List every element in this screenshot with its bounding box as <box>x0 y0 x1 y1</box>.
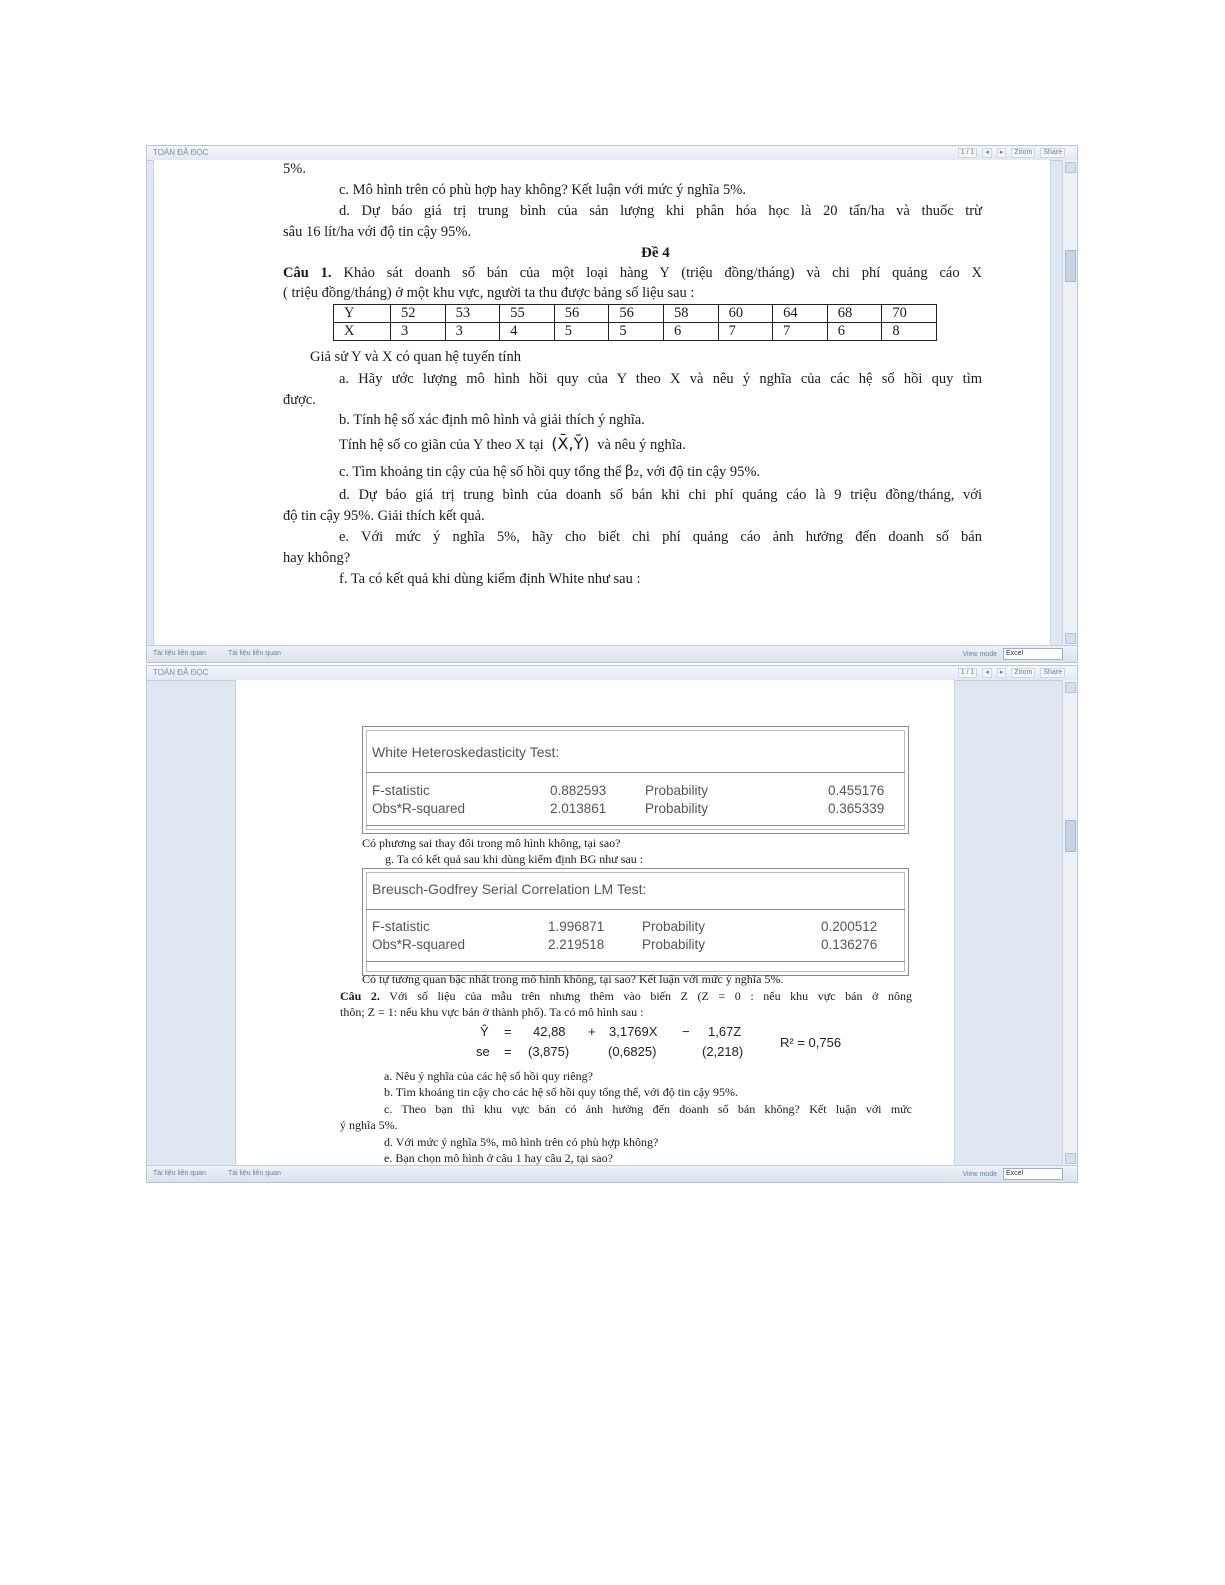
eq-intercept: 42,88 <box>533 1024 566 1039</box>
table-cell: 56 <box>609 305 664 323</box>
table-cell: 56 <box>554 305 609 323</box>
viewer-tools <box>958 148 1065 158</box>
question-2-line2: thôn; Z = 1: nếu khu vực bán ở thành phố). Ta có mô hình sau : <box>340 1005 644 1019</box>
view-mode <box>962 1168 1063 1180</box>
item-d-line2: sâu 16 lít/ha với độ tin cậy 95%. <box>283 224 472 240</box>
table-cell: 4 <box>500 323 555 341</box>
item-a-line2: được. <box>283 392 316 408</box>
table-row-y <box>334 305 937 323</box>
table-cell: 53 <box>445 305 500 323</box>
prob-label: Probability <box>645 801 709 816</box>
scroll-thumb[interactable] <box>1065 250 1076 282</box>
scroll-up-arrow[interactable] <box>1065 162 1076 173</box>
related-docs-next[interactable]: Tài liệu liên quan <box>227 1170 281 1177</box>
scroll-thumb[interactable] <box>1065 820 1076 852</box>
mean-point: (X̄,Ȳ) <box>551 434 590 453</box>
viewer-doc-title: TOÁN ĐÃ ĐỌC <box>153 668 209 677</box>
item-c2-text: c. Tìm khoảng tin cậy của hệ số hồi quy tổng thể <box>339 464 622 480</box>
stat-name: F-statistic <box>372 919 430 934</box>
share-button[interactable]: Share <box>1040 668 1065 678</box>
prob-value: 0.136276 <box>821 937 878 952</box>
r-squared: R² = 0,756 <box>780 1035 842 1050</box>
prev-page-button[interactable]: ◂ <box>982 668 992 678</box>
viewer-doc-title: TOÁN ĐÃ ĐỌC <box>153 148 209 157</box>
item-a: a. Nêu ý nghĩa của các hệ số hồi quy riêng? <box>384 1069 593 1083</box>
related-docs-prev[interactable]: Tài liệu liên quan <box>153 1170 206 1177</box>
next-page-button[interactable]: ▸ <box>997 668 1007 678</box>
viewer-tools <box>958 668 1065 678</box>
stat-name: Obs*R-squared <box>372 937 466 952</box>
viewer-toolbar <box>147 146 1077 161</box>
stat-name: F-statistic <box>372 783 430 798</box>
document-viewer-top <box>146 145 1078 663</box>
viewer-statusbar <box>147 1165 1077 1182</box>
output-separator <box>366 961 905 962</box>
question-2-line1 <box>340 989 912 1004</box>
prob-value: 0.200512 <box>821 919 878 934</box>
view-mode-select[interactable]: Excel <box>1003 648 1063 660</box>
se-coef-z: (2,218) <box>702 1044 744 1059</box>
related-links <box>153 650 281 657</box>
output-separator <box>366 909 905 910</box>
share-button[interactable]: Share <box>1040 148 1065 158</box>
next-page-button[interactable]: ▸ <box>997 148 1007 158</box>
assumption-text: Giả sử Y và X có quan hệ tuyến tính <box>310 349 521 365</box>
item-c-line1: c. Theo bạn thì khu vực bán có ảnh hưởng đến doanh số bán không? Kết luận với mức <box>384 1102 912 1116</box>
question-2-label: Câu 2. <box>340 989 380 1003</box>
eq-equals: = <box>504 1024 512 1039</box>
prob-label: Probability <box>642 919 706 934</box>
related-links <box>153 1170 281 1177</box>
vertical-scrollbar[interactable] <box>1062 160 1077 646</box>
question-autocorrelation: Có tự tương quan bậc nhất trong mô hình không, tại sao? Kết luận với mức ý nghĩa 5%. <box>362 972 784 986</box>
table-cell: Y <box>334 305 391 323</box>
vertical-scrollbar[interactable] <box>1062 680 1077 1166</box>
table-cell: 58 <box>663 305 718 323</box>
item-d2-line1: d. Dự báo giá trị trung bình của doanh số bán khi chi phí quảng cáo là 9 triệu đồng/tháng, với <box>339 487 982 503</box>
section-title-de4: Đề 4 <box>641 245 670 261</box>
item-d-line1: d. Dự báo giá trị trung bình của sản lượng khi phân hóa học là 20 tấn/ha và thuốc trừ <box>339 203 982 219</box>
table-cell: 8 <box>882 323 937 341</box>
item-b2-text: Tính hệ số co giãn của Y theo X tại <box>339 437 544 453</box>
se-intercept: (3,875) <box>528 1044 570 1059</box>
eq-yhat: Ŷ <box>480 1024 489 1039</box>
table-cell: 52 <box>391 305 446 323</box>
related-docs-next[interactable]: Tài liệu liên quan <box>227 650 281 657</box>
table-cell: 64 <box>773 305 828 323</box>
table-cell: 70 <box>882 305 937 323</box>
table-cell: 7 <box>773 323 828 341</box>
scroll-up-arrow[interactable] <box>1065 682 1076 693</box>
question-1-text: Khảo sát doanh số bán của một loại hàng Y (triệu đồng/tháng) và chi phí quảng cáo X <box>343 265 982 281</box>
table-cell: 6 <box>663 323 718 341</box>
item-b: b. Tìm khoảng tin cậy cho các hệ số hồi quy tổng thể, với độ tin cậy 95%. <box>384 1085 739 1099</box>
view-mode <box>962 648 1063 660</box>
prob-label: Probability <box>645 783 709 798</box>
data-table <box>333 304 937 341</box>
item-e: e. Bạn chọn mô hình ở câu 1 hay câu 2, tại sao? <box>384 1151 613 1165</box>
item-d2-line2: độ tin cậy 95%. Giải thích kết quả. <box>283 508 485 524</box>
table-cell: 3 <box>391 323 446 341</box>
table-cell: 5 <box>554 323 609 341</box>
question-1-line1 <box>283 264 982 282</box>
item-d: d. Với mức ý nghĩa 5%, mô hình trên có phù hợp không? <box>384 1135 659 1149</box>
bg-test-output <box>362 868 909 976</box>
table-cell: 3 <box>445 323 500 341</box>
item-e-line2: hay không? <box>283 550 351 566</box>
scroll-down-arrow[interactable] <box>1065 1153 1076 1164</box>
related-docs-prev[interactable]: Tài liệu liên quan <box>153 650 206 657</box>
question-2-text: Với số liệu của mẫu trên nhưng thêm vào biến Z (Z = 0 : nếu khu vực bán ở nông <box>389 989 912 1003</box>
item-c2 <box>339 463 760 481</box>
stat-value: 2.219518 <box>548 937 605 952</box>
item-g: g. Ta có kết quả sau khi dùng kiểm định BG như sau : <box>385 852 644 866</box>
table-cell: 7 <box>718 323 773 341</box>
white-test-output <box>362 726 909 834</box>
item-b: b. Tính hệ số xác định mô hình và giải thích ý nghĩa. <box>339 412 645 428</box>
question-1-line2: ( triệu đồng/tháng) ở một khu vực, người ta thu được bảng số liệu sau : <box>283 285 695 301</box>
view-mode-select[interactable]: Excel <box>1003 1168 1063 1180</box>
table-cell: X <box>334 323 391 341</box>
prev-page-button[interactable]: ◂ <box>982 148 992 158</box>
item-c: c. Mô hình trên có phù hợp hay không? Kết luận với mức ý nghĩa 5%. <box>339 182 746 198</box>
document-page-2 <box>235 680 955 1168</box>
table-cell: 68 <box>827 305 882 323</box>
eq-plus: + <box>588 1024 596 1039</box>
white-test-title: White Heteroskedasticity Test: <box>372 744 560 760</box>
table-row-x <box>334 323 937 341</box>
question-heteroskedasticity: Có phương sai thay đổi trong mô hình không, tại sao? <box>362 836 621 850</box>
se-equals: = <box>504 1044 512 1059</box>
scroll-down-arrow[interactable] <box>1065 633 1076 644</box>
item-a-line1: a. Hãy ước lượng mô hình hồi quy của Y theo X và nêu ý nghĩa của các hệ số hồi quy tìm <box>339 371 982 387</box>
prob-value: 0.365339 <box>828 801 885 816</box>
stat-value: 2.013861 <box>550 801 607 816</box>
view-mode-label: View mode <box>962 1170 997 1178</box>
viewer-toolbar <box>147 666 1077 681</box>
prob-label: Probability <box>642 937 706 952</box>
stat-value: 1.996871 <box>548 919 605 934</box>
table-cell: 60 <box>718 305 773 323</box>
text-5pct: 5%. <box>283 161 306 177</box>
output-separator <box>366 825 905 826</box>
se-coef-x: (0,6825) <box>608 1044 657 1059</box>
viewer-statusbar <box>147 645 1077 662</box>
prob-value: 0.455176 <box>828 783 885 798</box>
item-b2 <box>339 435 686 454</box>
item-b2-tail: và nêu ý nghĩa. <box>597 437 686 453</box>
item-e-line1: e. Với mức ý nghĩa 5%, hãy cho biết chi phí quảng cáo ảnh hưởng đến doanh số bán <box>339 529 982 545</box>
document-viewer-bottom <box>146 665 1078 1183</box>
zoom-button[interactable]: Zoom <box>1011 148 1035 158</box>
bg-test-title: Breusch-Godfrey Serial Correlation LM Test: <box>372 881 647 897</box>
item-c-line2: ý nghĩa 5%. <box>340 1118 398 1132</box>
table-cell: 5 <box>609 323 664 341</box>
stat-name: Obs*R-squared <box>372 801 466 816</box>
beta-symbol: β₂ <box>625 464 640 480</box>
output-separator <box>366 772 905 773</box>
item-f: f. Ta có kết quả khi dùng kiểm định White như sau : <box>339 571 641 587</box>
zoom-button[interactable]: Zoom <box>1011 668 1035 678</box>
eq-coef-x: 3,1769X <box>609 1024 658 1039</box>
se-label: se <box>476 1044 490 1059</box>
document-page-1 <box>153 160 1051 648</box>
page-indicator[interactable]: 1 / 1 <box>958 668 978 678</box>
eq-coef-z: 1,67Z <box>708 1024 742 1039</box>
eq-minus: − <box>682 1024 690 1039</box>
table-cell: 6 <box>827 323 882 341</box>
page-indicator[interactable]: 1 / 1 <box>958 148 978 158</box>
view-mode-label: View mode <box>962 650 997 658</box>
table-cell: 55 <box>500 305 555 323</box>
question-1-label: Câu 1. <box>283 265 332 281</box>
stat-value: 0.882593 <box>550 783 607 798</box>
item-c2-tail: , với độ tin cậy 95%. <box>639 464 761 480</box>
